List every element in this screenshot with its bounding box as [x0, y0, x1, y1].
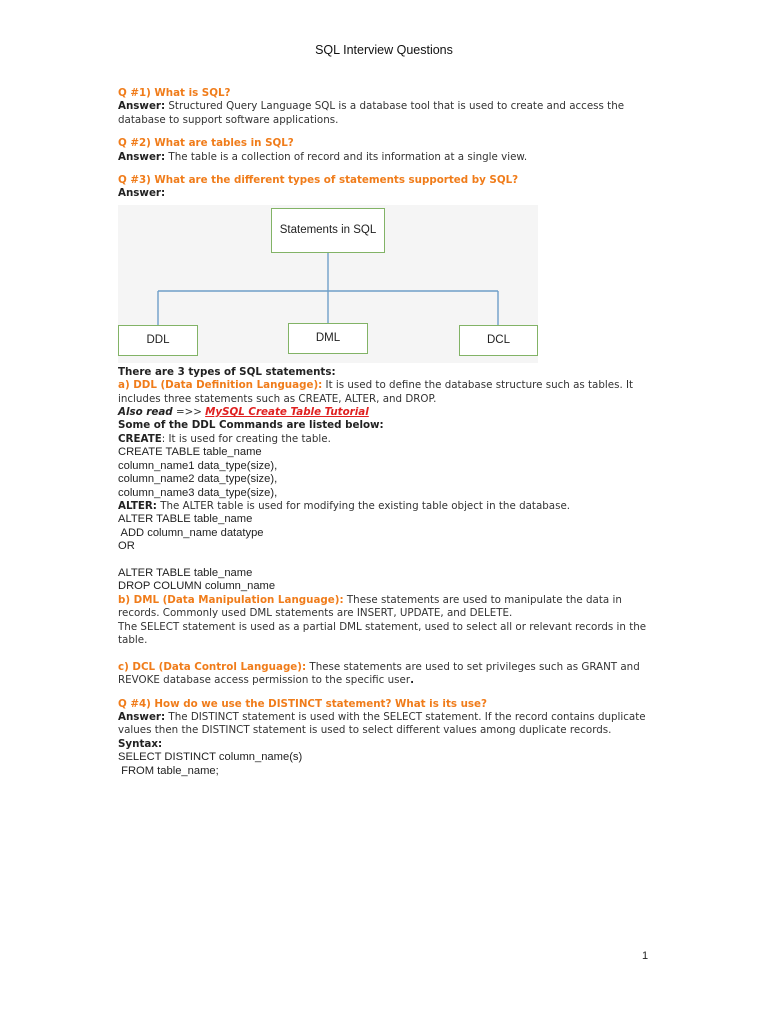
question-4: Q #4) How do we use the DISTINCT statement? What is its use? — [118, 697, 487, 710]
alter-description — [118, 500, 658, 513]
ddl-heading: a) DDL (Data Definition Language): — [118, 379, 323, 392]
document-body — [118, 87, 658, 778]
answer-2 — [118, 151, 658, 164]
diagram-ddl-box: DDL — [118, 325, 198, 356]
answer-label: Answer: — [118, 150, 166, 163]
question-1: Q #1) What is SQL? — [118, 87, 231, 99]
create-text: : It is used for creating the table. — [161, 432, 331, 445]
dml-heading: b) DML (Data Manipulation Language): — [118, 593, 344, 606]
also-read — [118, 406, 658, 419]
dml-select-text: The SELECT statement is used as a partial DML statement, used to select all or relevant records in the table. — [118, 620, 647, 646]
ddl-list-intro: Some of the DDL Commands are listed below: — [118, 419, 384, 432]
alter-label: ALTER: — [118, 499, 157, 512]
create-label: CREATE — [118, 432, 162, 445]
types-intro: There are 3 types of SQL statements: — [118, 365, 336, 378]
code-line: ALTER TABLE table_name — [118, 513, 253, 526]
code-line: FROM table_name; — [118, 764, 219, 777]
page-number: 1 — [642, 950, 649, 962]
dcl-period: . — [410, 674, 414, 687]
diagram-root-box: Statements in SQL — [271, 208, 385, 253]
question-2: Q #2) What are tables in SQL? — [118, 137, 294, 150]
code-line: CREATE TABLE table_name — [118, 446, 262, 459]
code-line: column_name2 data_type(size), — [118, 473, 278, 486]
answer-1-text: Structured Query Language SQL is a database tool that is used to create and access the database to support software applications. — [118, 100, 625, 126]
answer-4-text: The DISTINCT statement is used with the SELECT statement. If the record contains duplicate values then the DISTINCT statement is used to select different values among duplicate records. — [118, 710, 646, 737]
answer-label: Answer: — [118, 710, 166, 723]
sql-statements-diagram — [118, 205, 538, 363]
ddl-paragraph — [118, 379, 658, 406]
answer-label: Answer: — [118, 187, 166, 200]
also-read-arrow: =>> — [172, 406, 206, 419]
ddl-text: It is used to define the database structure such as tables. It includes three statements such as CREATE, ALTER, and DROP. — [118, 379, 634, 405]
dml-text: These statements are used to manipulate the data in records. Commonly used DML statements are INSERT, UPDATE, and DELETE. — [118, 593, 622, 620]
code-line: ALTER TABLE table_name — [118, 566, 253, 579]
answer-label: Answer: — [118, 100, 166, 113]
answer-2-text: The table is a collection of record and its information at a single view. — [165, 150, 528, 163]
also-read-label: Also read — [118, 406, 173, 419]
dcl-text: These statements are used to set privileges such as GRANT and REVOKE database access permission to the specific user — [118, 660, 640, 687]
diagram-dml-box: DML — [288, 323, 368, 354]
code-line: column_name3 data_type(size), — [118, 486, 278, 499]
or-text: OR — [118, 540, 135, 553]
syntax-label: Syntax: — [118, 737, 163, 750]
answer-1 — [118, 100, 658, 127]
code-line: SELECT DISTINCT column_name(s) — [118, 751, 303, 764]
create-description — [118, 433, 658, 446]
question-3: Q #3) What are the different types of statements supported by SQL? — [118, 174, 519, 187]
answer-4 — [118, 711, 658, 738]
code-line: DROP COLUMN column_name — [118, 580, 276, 593]
mysql-create-table-link[interactable]: MySQL Create Table Tutorial — [205, 406, 369, 419]
code-line: ADD column_name datatype — [118, 526, 264, 539]
dml-paragraph — [118, 594, 658, 621]
diagram-dcl-box: DCL — [459, 325, 538, 356]
dcl-paragraph — [118, 661, 658, 688]
document-title: SQL Interview Questions — [315, 43, 453, 57]
dcl-heading: c) DCL (Data Control Language): — [118, 660, 307, 673]
code-line: column_name1 data_type(size), — [118, 459, 278, 472]
alter-text: The ALTER table is used for modifying the existing table object in the database. — [156, 499, 571, 512]
